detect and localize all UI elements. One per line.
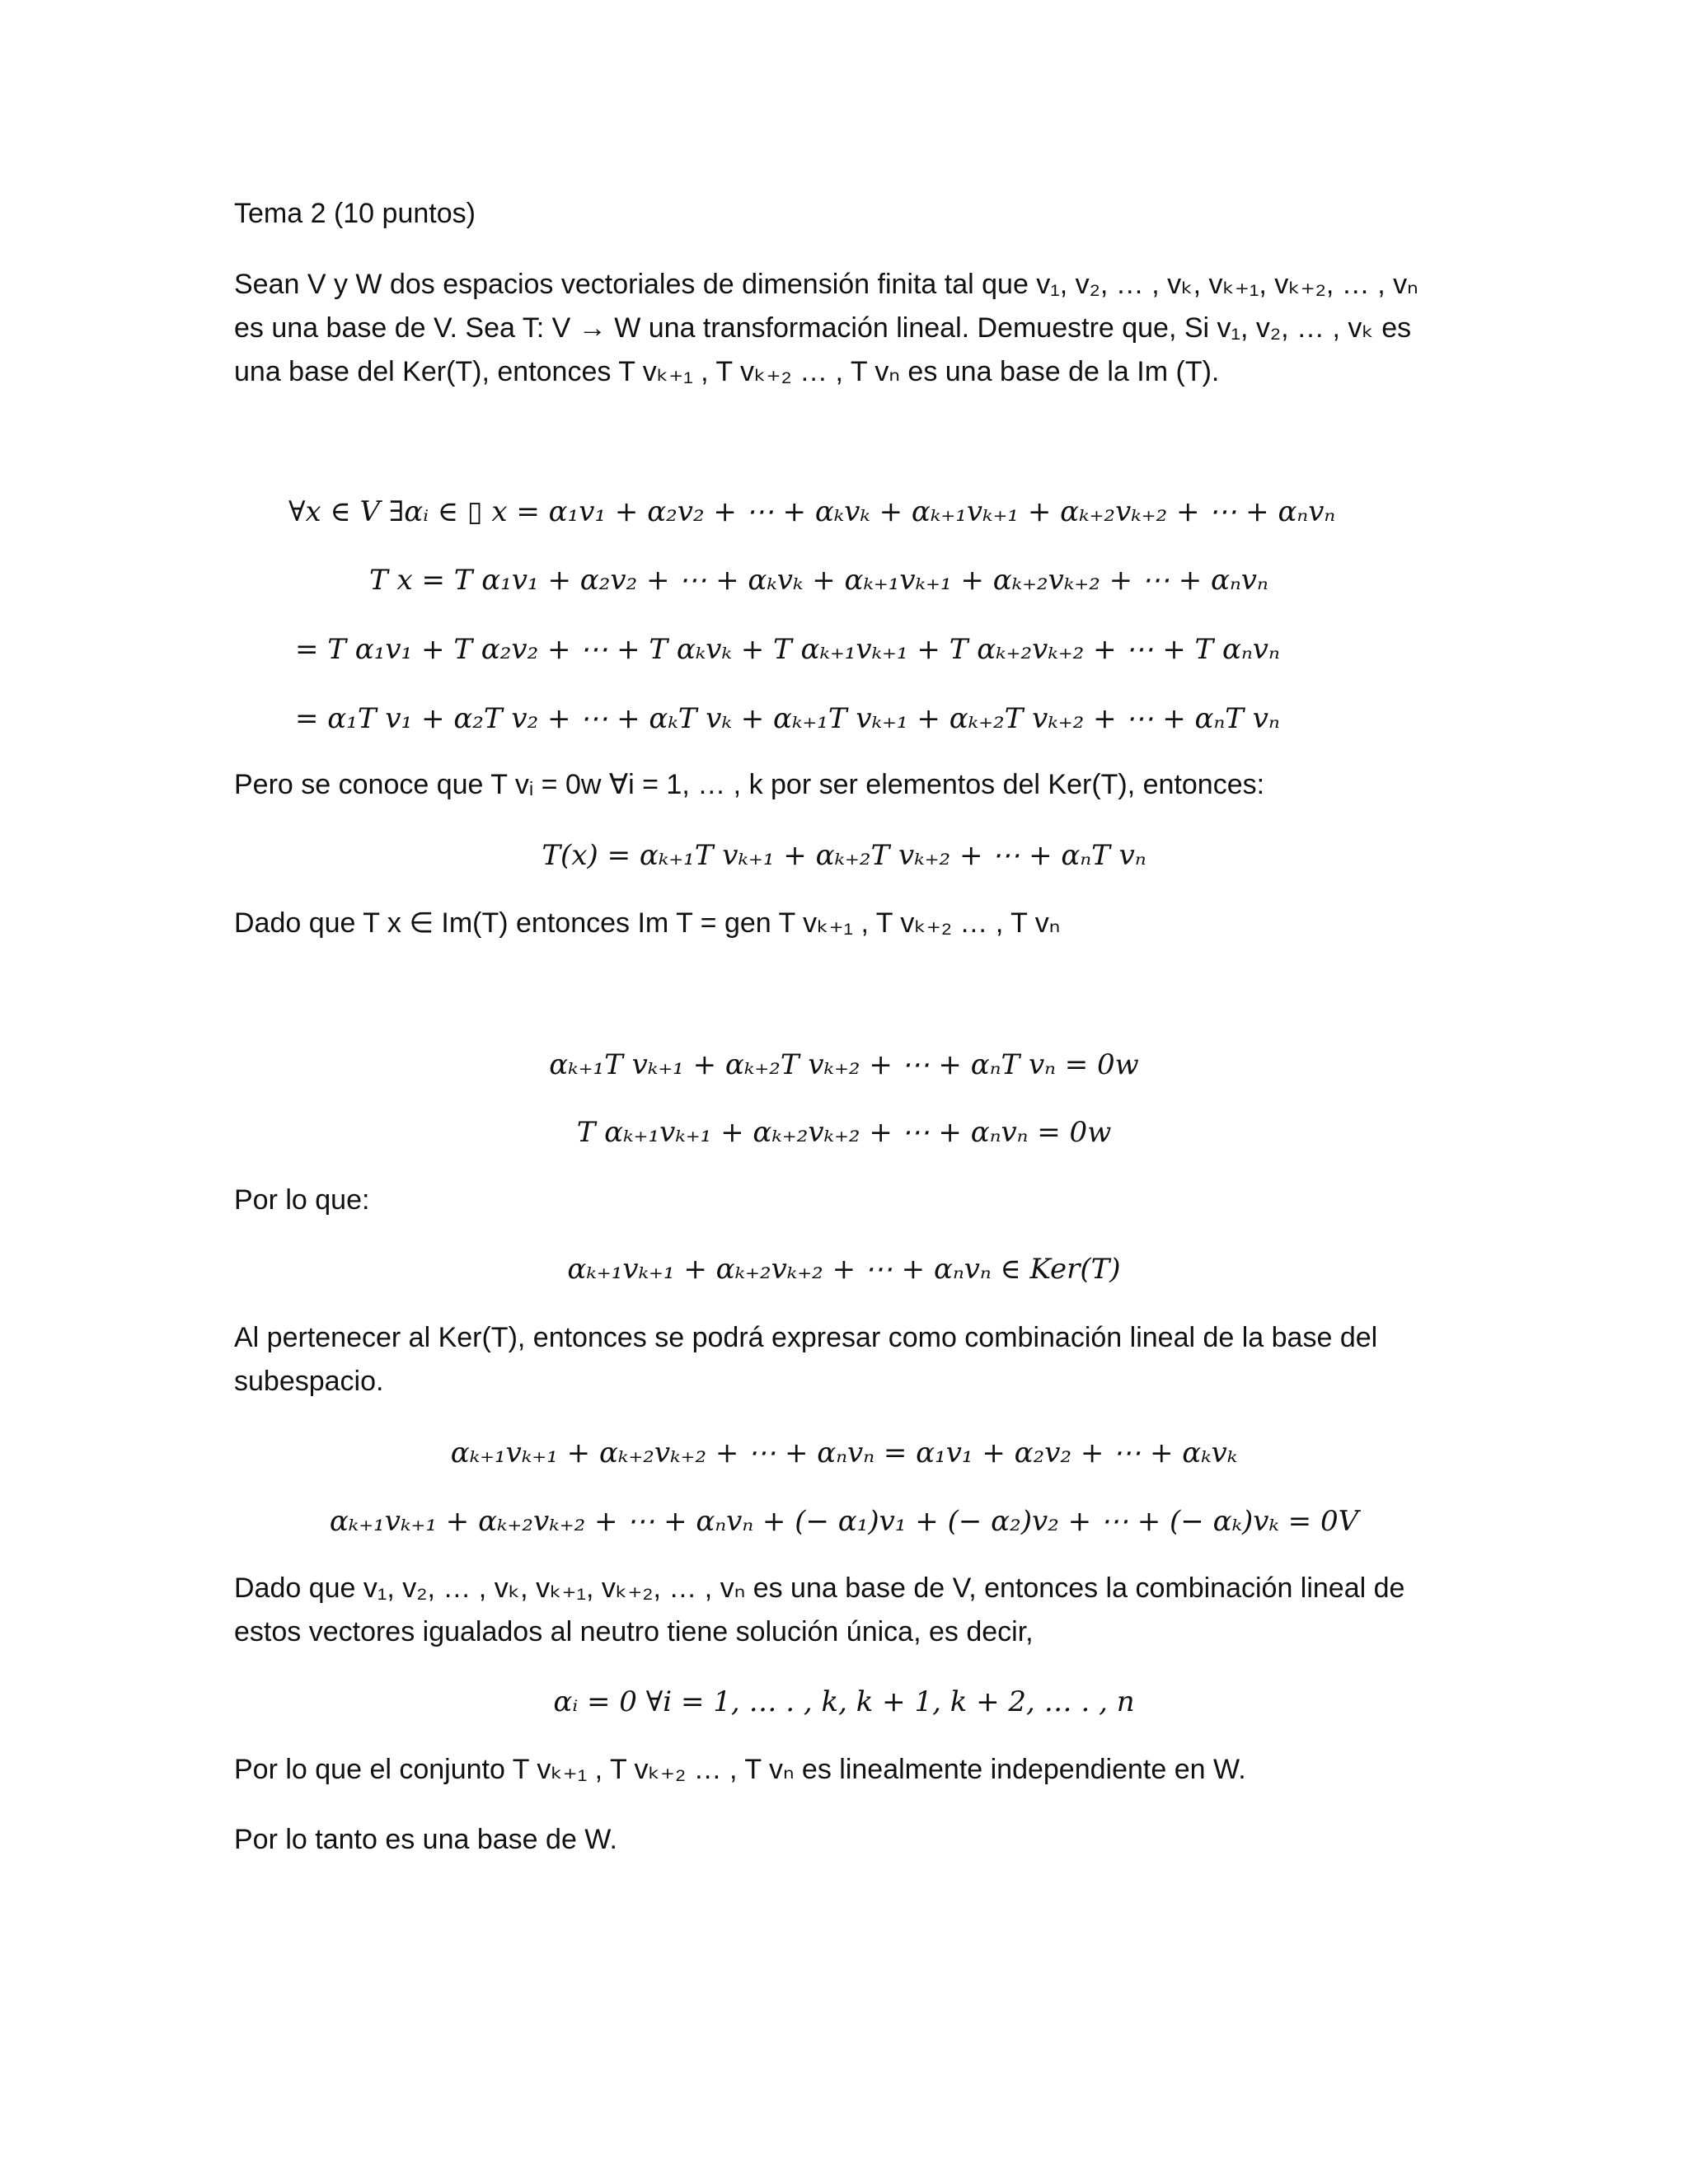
equation-kernel-combination: αₖ₊₁vₖ₊₁ + αₖ₊₂vₖ₊₂ + ⋯ + αₙvₙ = α₁v₁ + α₂v₂ + ⋯ + αₖvₖ [450,1436,1238,1469]
equation-linear-combination-zero: αₖ₊₁T vₖ₊₁ + αₖ₊₂T vₖ₊₂ + ⋯ + αₙT vₙ = 0w [549,1048,1139,1081]
statement-line-2: es una base de V. Sea T: V → W una transformación lineal. Demuestre que, Si v₁, v₂, … , vₖ es [234,312,1412,344]
equation-T-combination-zero: T αₖ₊₁vₖ₊₁ + αₖ₊₂vₖ₊₂ + ⋯ + αₙvₙ = 0w [576,1116,1112,1149]
paragraph-base-line-1: Dado que v₁, v₂, … , vₖ, vₖ₊₁, vₖ₊₂, … , vₙ es una base de V, entonces la combinación lineal de [234,1572,1405,1604]
equation-Tx-image: T(x) = αₖ₊₁T vₖ₊₁ + αₖ₊₂T vₖ₊₂ + ⋯ + αₙT vₙ [542,839,1146,872]
statement-line-3: una base del Ker(T), entonces T vₖ₊₁ , T vₖ₊₂ … , T vₙ es una base de la Im (T). [234,356,1220,387]
paragraph-dado-que-image: Dado que T x ∈ Im(T) entonces Im T = gen T vₖ₊₁ , T vₖ₊₂ … , T vₙ [234,907,1061,939]
paragraph-al-pertenecer-line-2: subespacio. [234,1366,384,1397]
paragraph-base-line-2: estos vectores igualados al neutro tiene solución única, es decir, [234,1616,1034,1647]
paragraph-final: Por lo tanto es una base de W. [234,1824,617,1855]
equation-combination-equals-zero: αₖ₊₁vₖ₊₁ + αₖ₊₂vₖ₊₂ + ⋯ + αₙvₙ + (− α₁)v₁ + (− α₂)v₂ + ⋯ + (− αₖ)vₖ = 0V [329,1505,1359,1538]
equation-linearity-sum: = T α₁v₁ + T α₂v₂ + ⋯ + T αₖvₖ + T αₖ₊₁vₖ₊₁ + T αₖ₊₂vₖ₊₂ + ⋯ + T αₙvₙ [295,633,1280,666]
statement-line-1: Sean V y W dos espacios vectoriales de dimensión finita tal que v₁, v₂, … , vₖ, vₖ₊₁, vₖ₊₂, … , vₙ [234,269,1418,300]
paragraph-pero: Pero se conoce que T vᵢ = 0w ∀i = 1, … , k por ser elementos del Ker(T), entonces: [234,769,1265,800]
equation-linearity-scalar: = α₁T v₁ + α₂T v₂ + ⋯ + αₖT vₖ + αₖ₊₁T vₖ₊₁ + αₖ₊₂T vₖ₊₂ + ⋯ + αₙT vₙ [295,702,1280,735]
section-title: Tema 2 (10 puntos) [234,198,476,229]
paragraph-conjunto: Por lo que el conjunto T vₖ₊₁ , T vₖ₊₂ … , T vₙ es linealmente independiente en W. [234,1754,1246,1785]
equation-Tx-expansion: T x = T α₁v₁ + α₂v₂ + ⋯ + αₖvₖ + αₖ₊₁vₖ₊₁ + αₖ₊₂vₖ₊₂ + ⋯ + αₙvₙ [369,564,1268,597]
paragraph-al-pertenecer-line-1: Al pertenecer al Ker(T), entonces se podrá expresar como combinación lineal de la base del [234,1322,1378,1353]
paragraph-por-lo-que: Por lo que: [234,1184,370,1216]
equation-in-kernel: αₖ₊₁vₖ₊₁ + αₖ₊₂vₖ₊₂ + ⋯ + αₙvₙ ∈ Ker(T) [567,1253,1121,1286]
equation-alpha-zero: αᵢ = 0 ∀i = 1, … . , k, k + 1, k + 2, … . , n [553,1685,1135,1718]
equation-forall: ∀x ∈ V ∃αᵢ ∈ ▯ x = α₁v₁ + α₂v₂ + ⋯ + αₖvₖ + αₖ₊₁vₖ₊₁ + αₖ₊₂vₖ₊₂ + ⋯ + αₙvₙ [288,495,1336,528]
